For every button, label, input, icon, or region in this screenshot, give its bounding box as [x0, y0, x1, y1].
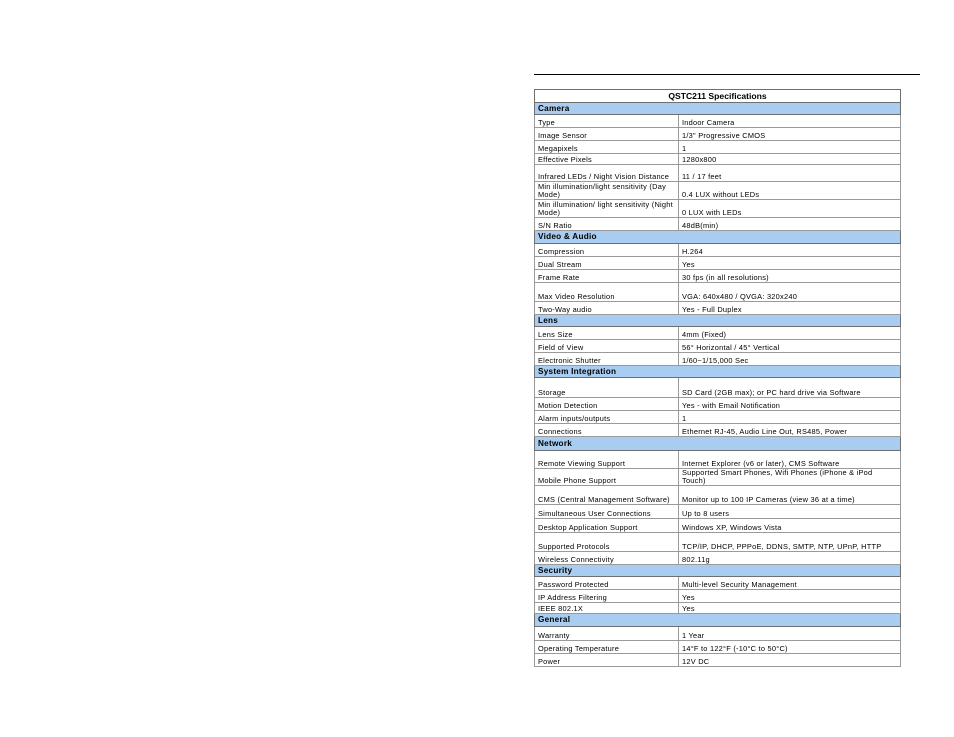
section-header: System Integration	[535, 366, 901, 378]
spec-label: Infrared LEDs / Night Vision Distance	[535, 165, 679, 182]
table-row	[535, 218, 901, 231]
spec-label: Field of View	[535, 340, 679, 353]
table-row	[535, 270, 901, 283]
section-header: Video & Audio	[535, 231, 901, 244]
spec-value: 0 LUX with LEDs	[679, 200, 901, 218]
spec-label: Supported Protocols	[535, 533, 679, 552]
table-row	[535, 469, 901, 486]
table-row	[535, 283, 901, 302]
table-row	[535, 533, 901, 552]
spec-value: 1 Year	[679, 627, 901, 641]
spec-value: Yes	[679, 257, 901, 270]
section-header: Network	[535, 437, 901, 451]
spec-value: H.264	[679, 244, 901, 257]
table-row	[535, 451, 901, 469]
spec-value: 0.4 LUX without LEDs	[679, 182, 901, 200]
section-header: Security	[535, 565, 901, 577]
spec-label: Warranty	[535, 627, 679, 641]
spec-label: Dual Stream	[535, 257, 679, 270]
spec-value: TCP/IP, DHCP, PPPoE, DDNS, SMTP, NTP, UPnP, HTTP	[679, 533, 901, 552]
table-row	[535, 552, 901, 565]
table-row	[535, 519, 901, 533]
table-row	[535, 627, 901, 641]
table-row	[535, 654, 901, 667]
table-row	[535, 154, 901, 165]
table-row	[535, 141, 901, 154]
table-row	[535, 182, 901, 200]
spec-label: Wireless Connectivity	[535, 552, 679, 565]
spec-label: Compression	[535, 244, 679, 257]
spec-table	[534, 89, 901, 667]
spec-label: Megapixels	[535, 141, 679, 154]
spec-value: 1/3" Progressive CMOS	[679, 128, 901, 141]
spec-value: Monitor up to 100 IP Cameras (view 36 at a time)	[679, 486, 901, 505]
spec-value: 802.11g	[679, 552, 901, 565]
spec-label: IP Address Filtering	[535, 590, 679, 603]
spec-value: Multi-level Security Management	[679, 577, 901, 590]
spec-label: Simultaneous User Connections	[535, 505, 679, 519]
spec-value: 30 fps (in all resolutions)	[679, 270, 901, 283]
spec-value: 1/60~1/15,000 Sec	[679, 353, 901, 366]
table-row	[535, 378, 901, 398]
table-row	[535, 590, 901, 603]
table-row	[535, 340, 901, 353]
spec-label: Motion Detection	[535, 398, 679, 411]
spec-label: Power	[535, 654, 679, 667]
spec-value: Supported Smart Phones, Wifi Phones (iPhone & iPod Touch)	[679, 469, 901, 486]
spec-label: Effective Pixels	[535, 154, 679, 165]
spec-label: Password Protected	[535, 577, 679, 590]
spec-value: 56° Horizontal / 45° Vertical	[679, 340, 901, 353]
table-row	[535, 200, 901, 218]
spec-value: Yes - Full Duplex	[679, 302, 901, 315]
spec-label: Image Sensor	[535, 128, 679, 141]
section-header: General	[535, 614, 901, 627]
spec-label: CMS (Central Management Software)	[535, 486, 679, 505]
spec-value: Yes	[679, 590, 901, 603]
spec-label: Max Video Resolution	[535, 283, 679, 302]
spec-label: Alarm inputs/outputs	[535, 411, 679, 424]
spec-label: Type	[535, 115, 679, 128]
table-row	[535, 115, 901, 128]
spec-label: Desktop Application Support	[535, 519, 679, 533]
spec-label: Mobile Phone Support	[535, 469, 679, 486]
spec-value: SD Card (2GB max); or PC hard drive via Software	[679, 378, 901, 398]
table-row	[535, 411, 901, 424]
spec-label: Storage	[535, 378, 679, 398]
spec-value: Internet Explorer (v6 or later), CMS Software	[679, 451, 901, 469]
table-row	[535, 165, 901, 182]
spec-value: Up to 8 users	[679, 505, 901, 519]
spec-value: 1	[679, 411, 901, 424]
spec-label: Min illumination/light sensitivity (Day Mode)	[535, 182, 679, 200]
spec-value: 48dB(min)	[679, 218, 901, 231]
spec-value: 14°F to 122°F (-10°C to 50°C)	[679, 641, 901, 654]
spec-value: 12V DC	[679, 654, 901, 667]
spec-value: 11 / 17 feet	[679, 165, 901, 182]
spec-value: VGA: 640x480 / QVGA: 320x240	[679, 283, 901, 302]
table-row	[535, 302, 901, 315]
table-row	[535, 577, 901, 590]
table-row	[535, 424, 901, 437]
table-row	[535, 244, 901, 257]
header-rule	[534, 74, 920, 75]
spec-label: Electronic Shutter	[535, 353, 679, 366]
table-row	[535, 603, 901, 614]
table-row	[535, 505, 901, 519]
table-row	[535, 486, 901, 505]
spec-label: Operating Temperature	[535, 641, 679, 654]
section-header: Lens	[535, 315, 901, 327]
spec-label: S/N Ratio	[535, 218, 679, 231]
table-row	[535, 128, 901, 141]
spec-label: Remote Viewing Support	[535, 451, 679, 469]
table-row	[535, 353, 901, 366]
table-row	[535, 257, 901, 270]
spec-label: Lens Size	[535, 327, 679, 340]
section-header: Camera	[535, 103, 901, 115]
spec-label: Connections	[535, 424, 679, 437]
spec-value: Windows XP, Windows Vista	[679, 519, 901, 533]
spec-value: Ethernet RJ-45, Audio Line Out, RS485, Power	[679, 424, 901, 437]
spec-label: Two-Way audio	[535, 302, 679, 315]
spec-value: 4mm (Fixed)	[679, 327, 901, 340]
table-row	[535, 327, 901, 340]
spec-value: Indoor Camera	[679, 115, 901, 128]
spec-value: 1	[679, 141, 901, 154]
spec-value: 1280x800	[679, 154, 901, 165]
spec-title: QSTC211 Specifications	[535, 90, 901, 103]
spec-value: Yes	[679, 603, 901, 614]
spec-label: Min illumination/ light sensitivity (Night Mode)	[535, 200, 679, 218]
spec-value: Yes - with Email Notification	[679, 398, 901, 411]
spec-label: IEEE 802.1X	[535, 603, 679, 614]
table-row	[535, 641, 901, 654]
spec-label: Frame Rate	[535, 270, 679, 283]
table-row	[535, 398, 901, 411]
